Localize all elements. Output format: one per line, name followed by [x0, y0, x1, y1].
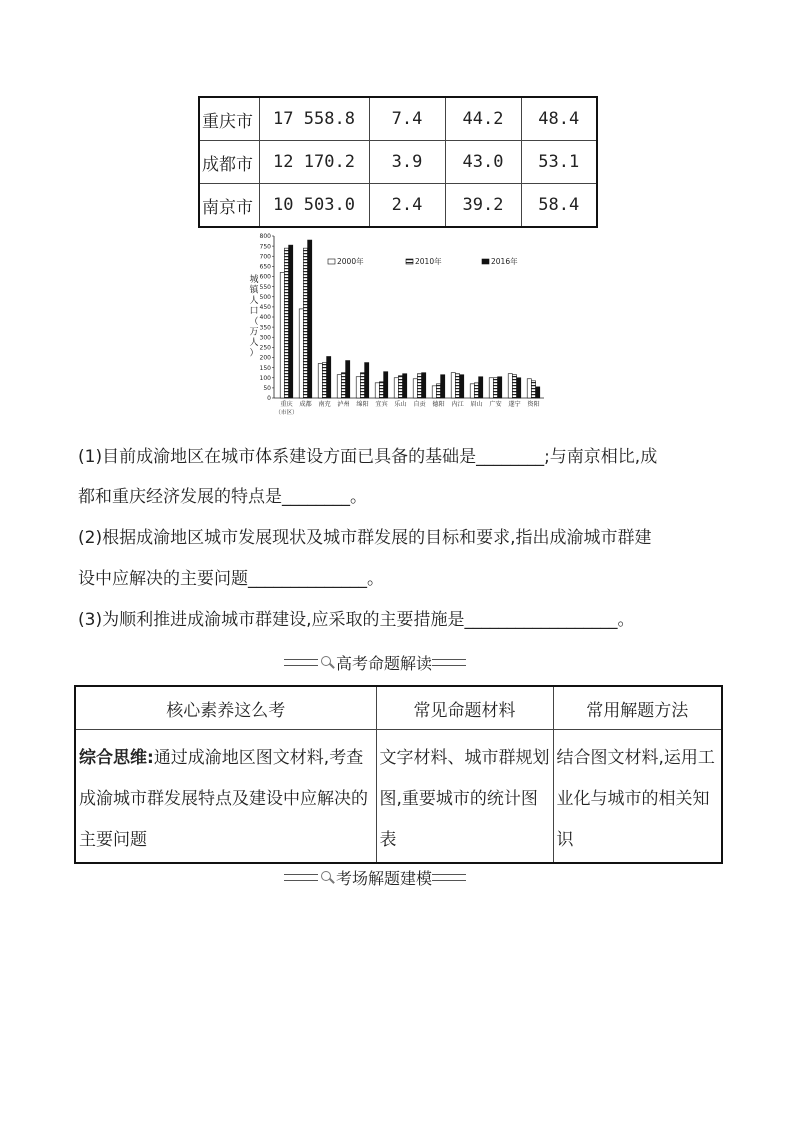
question-2-line-2: 设中应解决的主要问题______________。 — [78, 569, 384, 589]
table-cell-city: 成都市 — [199, 141, 259, 184]
x-tick-label: 绵阳 — [356, 401, 369, 408]
legend-label: 2010年 — [415, 257, 442, 266]
y-tick-label: 300 — [259, 334, 271, 342]
double-rule — [284, 874, 318, 881]
city-data-table — [198, 96, 598, 228]
bar-2016年 — [346, 361, 350, 398]
bar-2010年 — [284, 248, 288, 398]
double-rule — [432, 659, 466, 666]
bar-2010年 — [303, 248, 307, 398]
section-title: 考场解题建模 — [336, 869, 433, 888]
bar-2000年 — [356, 377, 360, 398]
bar-2000年 — [413, 379, 417, 398]
table-cell: 结合图文材料,运用工业化与城市的相关知识 — [553, 730, 722, 864]
bar-2010年 — [455, 374, 459, 398]
table-cell: 39.2 — [445, 184, 521, 228]
table-cell — [75, 730, 376, 864]
table-cell: 12 170.2 — [259, 141, 369, 184]
table-cell: 43.0 — [445, 141, 521, 184]
bar-2016年 — [403, 374, 407, 398]
bar-2000年 — [470, 384, 474, 398]
magnifier-icon — [321, 656, 335, 670]
table-cell-city: 南京市 — [199, 184, 259, 228]
x-tick-label: 德阳 — [432, 401, 445, 408]
bar-2000年 — [489, 378, 493, 398]
legend-swatch — [406, 259, 413, 264]
table-row — [199, 141, 597, 184]
bar-2016年 — [498, 377, 502, 398]
y-tick-label: 500 — [259, 293, 271, 301]
question-2-line-1: (2)根据成渝地区城市发展现状及城市群发展的目标和要求,指出成渝城市群建 — [78, 528, 652, 548]
bar-2016年 — [327, 356, 331, 398]
x-tick-label: 自贡 — [413, 401, 426, 408]
table-cell: 2.4 — [369, 184, 445, 228]
table-header-cell: 核心素养这么考 — [75, 686, 376, 730]
y-tick-label: 600 — [259, 273, 271, 281]
y-tick-label: 50 — [263, 385, 271, 393]
bar-2016年 — [460, 375, 464, 398]
bar-2010年 — [379, 382, 383, 398]
table-header-cell: 常见命题材料 — [376, 686, 553, 730]
bar-2016年 — [517, 378, 521, 398]
y-tick-label: 650 — [259, 263, 271, 271]
y-axis-label: 城镇人口（万人） — [249, 275, 259, 359]
y-tick-label: 750 — [259, 243, 271, 251]
table-cell: 53.1 — [521, 141, 597, 184]
bar-2010年 — [436, 384, 440, 398]
y-tick-label: 350 — [259, 324, 271, 332]
y-tick-label: 550 — [259, 283, 271, 291]
x-tick-label: 成都 — [299, 401, 312, 408]
double-rule — [284, 659, 318, 666]
y-tick-label: 100 — [259, 374, 271, 382]
y-tick-label: 450 — [259, 304, 271, 312]
question-3-line-1: (3)为顺利推进成渝城市群建设,应采取的主要措施是__________________。 — [78, 610, 635, 630]
x-tick-label: 资阳 — [527, 401, 540, 408]
bar-2016年 — [384, 372, 388, 398]
bar-2016年 — [479, 377, 483, 398]
x-tick-label: 广安 — [489, 401, 502, 408]
y-tick-label: 200 — [259, 354, 271, 362]
bar-2010年 — [341, 373, 345, 398]
bar-2010年 — [417, 374, 421, 398]
bar-2016年 — [441, 375, 445, 398]
bar-2010年 — [398, 376, 402, 398]
bar-2016年 — [422, 373, 426, 398]
x-tick-label: 乐山 — [394, 401, 407, 408]
bar-2016年 — [308, 240, 312, 398]
bar-2010年 — [531, 381, 535, 398]
legend-label: 2000年 — [337, 257, 364, 266]
table-cell: 10 503.0 — [259, 184, 369, 228]
bar-2000年 — [451, 373, 455, 398]
cell-label: 综合思维: — [79, 748, 154, 768]
question-1-line-2: 都和重庆经济发展的特点是________。 — [78, 487, 367, 507]
bar-2000年 — [337, 375, 341, 398]
bar-2010年 — [474, 383, 478, 398]
question-1-line-1: (1)目前成渝地区在城市体系建设方面已具备的基础是________;与南京相比,成 — [78, 447, 658, 467]
bar-2000年 — [527, 379, 531, 398]
y-tick-label: 250 — [259, 344, 271, 352]
magnifier-icon — [321, 871, 335, 885]
double-rule — [432, 874, 466, 881]
bar-2000年 — [280, 272, 284, 398]
bar-2000年 — [394, 378, 398, 398]
cell-text: 通过成渝地区图文材料,考查成渝城市群发展特点及建设中应解决的主要问题 — [79, 748, 368, 850]
x-tick-label: 泸州 — [337, 401, 350, 408]
bar-2016年 — [365, 363, 369, 398]
y-tick-label: 0 — [267, 395, 271, 403]
bar-2016年 — [289, 245, 293, 398]
table-row — [75, 730, 722, 864]
table-header-row — [75, 686, 722, 730]
table-cell: 文字材料、城市群规划图,重要城市的统计图表 — [376, 730, 553, 864]
x-tick-label: 南充 — [318, 401, 331, 408]
legend-label: 2016年 — [491, 257, 518, 266]
table-row — [199, 97, 597, 141]
exam-info-table — [74, 685, 723, 864]
section-title: 高考命题解读 — [336, 654, 433, 673]
y-tick-label: 400 — [259, 314, 271, 322]
y-tick-label: 150 — [259, 364, 271, 372]
section-heading-exam-analysis — [284, 651, 466, 674]
bar-2000年 — [318, 364, 322, 398]
table-cell: 48.4 — [521, 97, 597, 141]
table-header-cell: 常用解题方法 — [553, 686, 722, 730]
table-cell-city: 重庆市 — [199, 97, 259, 141]
bar-2010年 — [322, 363, 326, 398]
urban-population-chart — [246, 232, 546, 426]
bar-2000年 — [375, 383, 379, 398]
x-tick-label: 遂宁 — [508, 401, 521, 408]
legend-swatch — [482, 259, 489, 264]
x-tick-label: 眉山 — [470, 401, 483, 408]
bar-2010年 — [360, 373, 364, 398]
x-tick-label: 宜宾 — [375, 401, 388, 408]
table-row — [199, 184, 597, 228]
x-tick-label: 重庆 — [280, 401, 293, 408]
bar-2000年 — [299, 309, 303, 398]
y-tick-label: 700 — [259, 253, 271, 261]
y-tick-label: 800 — [259, 233, 271, 241]
legend-swatch — [328, 259, 335, 264]
bar-2000年 — [508, 374, 512, 398]
bar-2010年 — [493, 378, 497, 398]
x-tick-note: （市区） — [275, 410, 298, 416]
table-cell: 17 558.8 — [259, 97, 369, 141]
bar-2000年 — [432, 386, 436, 398]
table-cell: 44.2 — [445, 97, 521, 141]
table-cell: 3.9 — [369, 141, 445, 184]
table-cell: 7.4 — [369, 97, 445, 141]
bar-2010年 — [512, 375, 516, 398]
section-heading-modeling — [284, 866, 466, 889]
table-cell: 58.4 — [521, 184, 597, 228]
bar-2016年 — [536, 387, 540, 398]
x-tick-label: 内江 — [451, 401, 464, 408]
